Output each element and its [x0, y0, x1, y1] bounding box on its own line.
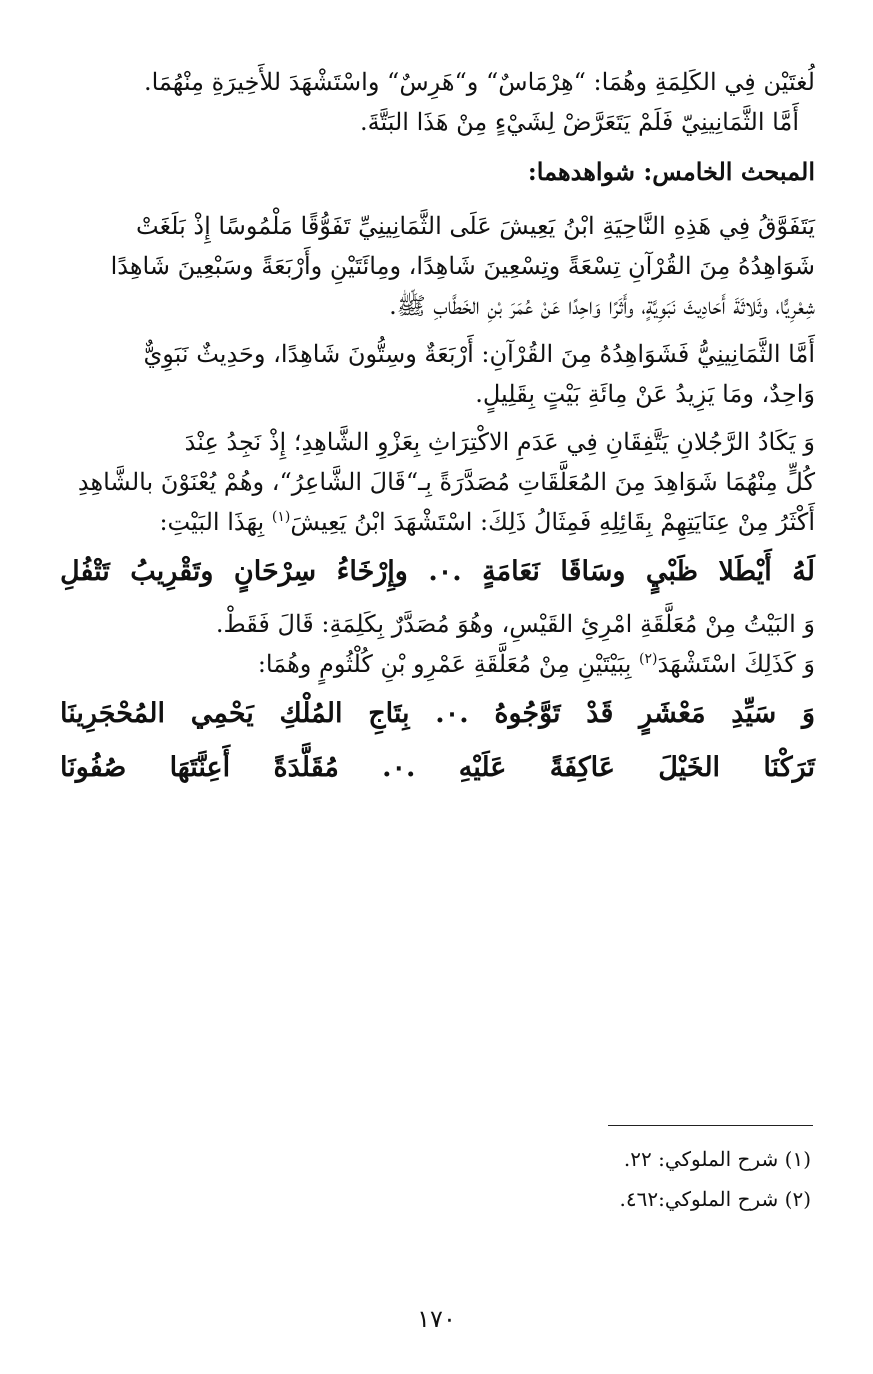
paragraph: [60, 334, 815, 414]
poem-verse: تَرَكْنَا الخَيْلَ عَاكِفَةً عَلَيْهِ .٠. مُقَلَّدَةً أَعِنَّتَهَا صُفُونَا: [60, 752, 815, 783]
text-line: أَمَّا الثَّمَانِينِيّ فَلَمْ يَتَعَرَّضْ لِشَيْءٍ مِنْ هَذَا البَتَّةَ.: [360, 108, 799, 136]
text-line: لُغتَيْن فِي الكَلِمَةِ وهُمَا: “هِرْمَاسٌ“ و“هَرِسٌ“ واسْتَشْهَدَ للأَخِيرَةِ مِنْهُمَا.: [143, 68, 815, 96]
text-line: كُلٍّ مِنْهُمَا شَوَاهِدَ مِنَ المُعَلَّقَاتِ مُصَدَّرَةً بِـ“قَالَ الشَّاعِرُ“، وهُمْ يُعْنَوْنَ بالشَّاهِدِ: [77, 468, 815, 496]
poem-verse: لَهُ أَيْطَلا ظَبْيٍ وسَاقَا نَعَامَةٍ .٠. وإِرْخَاءُ سِرْحَانٍ وتَقْرِيبُ تَتْفُلِ: [60, 556, 815, 587]
footnote-ref: (١): [271, 509, 291, 525]
text-line: شِعْرِيًّا، وثَلاثَةَ أَحَادِيثَ نَبَوِيَّةٍ، وأَثَرًا وَاحِدًا عَنْ عُمَرَ بْنِ الخَطَّابِ ﷺ.: [389, 292, 815, 320]
section-heading: المبحث الخامس: شواهدهما:: [527, 157, 815, 186]
text-line: يَتَفَوَّقُ فِي هَذِهِ النَّاحِيَةِ ابْنُ يَعِيشَ عَلَى الثَّمَانِينِيِّ تَفَوُّقًا مَلْمُوسًا إِذْ بَلَغَتْ: [136, 212, 815, 240]
paragraph: [60, 422, 815, 542]
text-line: [60, 502, 815, 542]
footnotes: [620, 1142, 811, 1222]
text-line: وَاحِدٌ، ومَا يَزِيدُ عَنْ مِائَةِ بَيْتٍ بِقَلِيلٍ.: [475, 380, 815, 408]
text-segment: بِهَذَا البَيْتِ:: [159, 508, 265, 536]
text-segment: أَكْثَرُ مِنْ عِنَايَتِهِمْ بِقَائِلِهِ فَمِثَالُ ذَلِكَ: اسْتَشْهَدَ ابْنُ يَعِيشَ: [290, 508, 815, 536]
text-line: وَ البَيْتُ مِنْ مُعَلَّقَةِ امْرِئِ القَيْسِ، وهُوَ مُصَدَّرٌ بِكَلِمَةِ: قَالَ فَقَطْ.: [215, 610, 815, 638]
text-segment: بِبَيْتَيْنِ مِنْ مُعَلَّقَةِ عَمْرِو بْنِ كُلْثُومٍ وهُمَا:: [257, 650, 632, 678]
paragraph: [60, 206, 815, 326]
page-number: ١٧٠: [417, 1305, 456, 1333]
footnote-divider: [608, 1125, 813, 1126]
text-line: أَمَّا الثَّمَانِينِيُّ فَشَوَاهِدُهُ مِنَ القُرْآنِ: أَرْبَعَةٌ وسِتُّونَ شَاهِدًا، وحَدِيثٌ نَبَوِيٌّ: [143, 340, 815, 368]
text-segment: وَ كَذَلِكَ اسْتَشْهَدَ: [657, 650, 815, 678]
text-line: شَوَاهِدُهُ مِنَ القُرْآنِ تِسْعَةً وتِسْعِينَ شَاهِدًا، ومِائَتَيْنِ وأَرْبَعَةً وسَبْعِينَ شَاهِدًا: [110, 252, 815, 280]
text-line: وَ يَكَادُ الرَّجُلانِ يَتَّفِقَانِ فِي عَدَمِ الاكْتِرَاثِ بِعَزْوِ الشَّاهِدِ؛ إِذْ نَجِدُ عِنْدَ: [184, 428, 815, 456]
footnote: (١) شرح الملوكي: ٢٢.: [623, 1147, 811, 1171]
footnote: (٢) شرح الملوكي:٤٦٢.: [619, 1187, 811, 1211]
footnote-ref: (٢): [639, 651, 658, 667]
poem-verse: وَ سَيِّدِ مَعْشَرٍ قَدْ تَوَّجُوهُ .٠. بِتَاجِ المُلْكِ يَحْمِي المُحْجَرِينَا: [60, 698, 815, 729]
text-line: [60, 644, 815, 684]
